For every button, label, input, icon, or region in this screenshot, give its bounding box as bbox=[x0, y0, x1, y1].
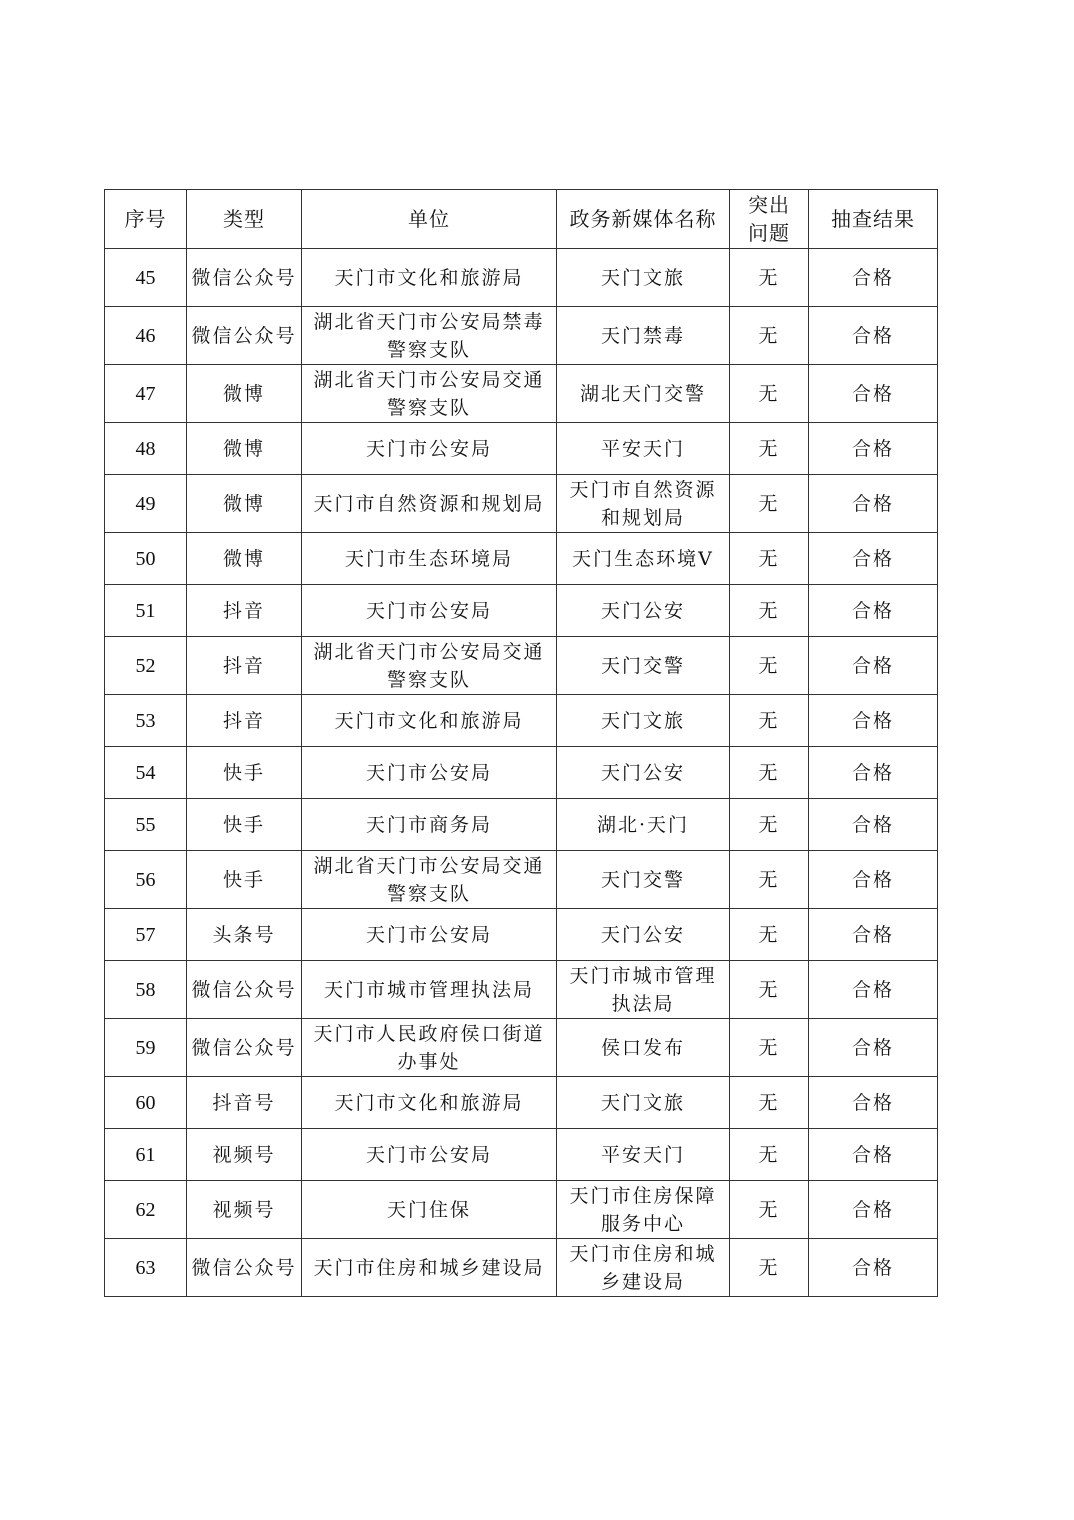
cell-type: 微博 bbox=[187, 475, 302, 533]
cell-unit: 天门市文化和旅游局 bbox=[302, 1077, 557, 1129]
cell-unit: 湖北省天门市公安局交通警察支队 bbox=[302, 851, 557, 909]
header-issue: 突出问题 bbox=[730, 190, 809, 249]
inspection-table bbox=[104, 189, 938, 1297]
table-row bbox=[105, 475, 938, 533]
cell-media-name: 天门文旅 bbox=[557, 1077, 730, 1129]
cell-issue: 无 bbox=[730, 307, 809, 365]
cell-type: 快手 bbox=[187, 747, 302, 799]
cell-unit: 天门市自然资源和规划局 bbox=[302, 475, 557, 533]
cell-no: 63 bbox=[105, 1239, 187, 1297]
cell-result: 合格 bbox=[809, 423, 938, 475]
table-row bbox=[105, 1077, 938, 1129]
table-row bbox=[105, 1129, 938, 1181]
cell-issue: 无 bbox=[730, 961, 809, 1019]
cell-result: 合格 bbox=[809, 475, 938, 533]
cell-no: 47 bbox=[105, 365, 187, 423]
cell-unit: 湖北省天门市公安局交通警察支队 bbox=[302, 365, 557, 423]
cell-media-name: 湖北天门交警 bbox=[557, 365, 730, 423]
cell-issue: 无 bbox=[730, 1019, 809, 1077]
cell-issue: 无 bbox=[730, 1077, 809, 1129]
cell-type: 微信公众号 bbox=[187, 1019, 302, 1077]
cell-result: 合格 bbox=[809, 365, 938, 423]
cell-issue: 无 bbox=[730, 1129, 809, 1181]
cell-type: 视频号 bbox=[187, 1181, 302, 1239]
cell-no: 60 bbox=[105, 1077, 187, 1129]
cell-media-name: 天门市住房保障服务中心 bbox=[557, 1181, 730, 1239]
cell-type: 抖音 bbox=[187, 637, 302, 695]
cell-result: 合格 bbox=[809, 851, 938, 909]
cell-media-name: 天门禁毒 bbox=[557, 307, 730, 365]
cell-unit: 天门市住房和城乡建设局 bbox=[302, 1239, 557, 1297]
cell-type: 微信公众号 bbox=[187, 1239, 302, 1297]
cell-media-name: 天门市城市管理执法局 bbox=[557, 961, 730, 1019]
table-body bbox=[105, 249, 938, 1297]
header-result: 抽查结果 bbox=[809, 190, 938, 249]
cell-issue: 无 bbox=[730, 851, 809, 909]
table-row bbox=[105, 637, 938, 695]
table-row bbox=[105, 365, 938, 423]
cell-type: 快手 bbox=[187, 851, 302, 909]
cell-no: 62 bbox=[105, 1181, 187, 1239]
cell-unit: 天门市城市管理执法局 bbox=[302, 961, 557, 1019]
cell-issue: 无 bbox=[730, 799, 809, 851]
cell-issue: 无 bbox=[730, 585, 809, 637]
cell-unit: 天门市公安局 bbox=[302, 1129, 557, 1181]
table-row bbox=[105, 851, 938, 909]
cell-media-name: 天门文旅 bbox=[557, 695, 730, 747]
cell-result: 合格 bbox=[809, 1077, 938, 1129]
table-row bbox=[105, 249, 938, 307]
cell-issue: 无 bbox=[730, 423, 809, 475]
cell-no: 55 bbox=[105, 799, 187, 851]
cell-unit: 天门住保 bbox=[302, 1181, 557, 1239]
table-row bbox=[105, 1019, 938, 1077]
cell-media-name: 平安天门 bbox=[557, 423, 730, 475]
cell-type: 抖音 bbox=[187, 585, 302, 637]
cell-issue: 无 bbox=[730, 475, 809, 533]
cell-no: 48 bbox=[105, 423, 187, 475]
cell-issue: 无 bbox=[730, 1239, 809, 1297]
header-no: 序号 bbox=[105, 190, 187, 249]
cell-unit: 天门市公安局 bbox=[302, 747, 557, 799]
cell-type: 抖音号 bbox=[187, 1077, 302, 1129]
cell-unit: 湖北省天门市公安局交通警察支队 bbox=[302, 637, 557, 695]
cell-no: 49 bbox=[105, 475, 187, 533]
cell-media-name: 天门生态环境V bbox=[557, 533, 730, 585]
cell-type: 抖音 bbox=[187, 695, 302, 747]
cell-media-name: 天门公安 bbox=[557, 747, 730, 799]
table-row bbox=[105, 423, 938, 475]
cell-no: 51 bbox=[105, 585, 187, 637]
table-row bbox=[105, 307, 938, 365]
cell-issue: 无 bbox=[730, 909, 809, 961]
cell-unit: 天门市公安局 bbox=[302, 423, 557, 475]
table-row bbox=[105, 533, 938, 585]
cell-media-name: 天门交警 bbox=[557, 851, 730, 909]
cell-media-name: 天门公安 bbox=[557, 909, 730, 961]
cell-result: 合格 bbox=[809, 961, 938, 1019]
cell-result: 合格 bbox=[809, 1181, 938, 1239]
cell-no: 45 bbox=[105, 249, 187, 307]
header-unit: 单位 bbox=[302, 190, 557, 249]
cell-unit: 天门市人民政府侯口街道办事处 bbox=[302, 1019, 557, 1077]
cell-type: 微信公众号 bbox=[187, 307, 302, 365]
table-row bbox=[105, 799, 938, 851]
cell-unit: 天门市文化和旅游局 bbox=[302, 695, 557, 747]
cell-type: 头条号 bbox=[187, 909, 302, 961]
header-type: 类型 bbox=[187, 190, 302, 249]
table-row bbox=[105, 1239, 938, 1297]
cell-no: 56 bbox=[105, 851, 187, 909]
cell-media-name: 湖北·天门 bbox=[557, 799, 730, 851]
cell-result: 合格 bbox=[809, 1019, 938, 1077]
cell-result: 合格 bbox=[809, 637, 938, 695]
cell-no: 46 bbox=[105, 307, 187, 365]
cell-unit: 天门市文化和旅游局 bbox=[302, 249, 557, 307]
cell-media-name: 侯口发布 bbox=[557, 1019, 730, 1077]
cell-result: 合格 bbox=[809, 799, 938, 851]
cell-result: 合格 bbox=[809, 585, 938, 637]
cell-no: 61 bbox=[105, 1129, 187, 1181]
cell-no: 52 bbox=[105, 637, 187, 695]
cell-no: 59 bbox=[105, 1019, 187, 1077]
cell-issue: 无 bbox=[730, 249, 809, 307]
table-row bbox=[105, 961, 938, 1019]
cell-no: 50 bbox=[105, 533, 187, 585]
cell-result: 合格 bbox=[809, 533, 938, 585]
table-row bbox=[105, 585, 938, 637]
cell-result: 合格 bbox=[809, 1129, 938, 1181]
cell-media-name: 天门市自然资源和规划局 bbox=[557, 475, 730, 533]
cell-no: 57 bbox=[105, 909, 187, 961]
cell-unit: 湖北省天门市公安局禁毒警察支队 bbox=[302, 307, 557, 365]
cell-type: 快手 bbox=[187, 799, 302, 851]
cell-media-name: 平安天门 bbox=[557, 1129, 730, 1181]
cell-media-name: 天门交警 bbox=[557, 637, 730, 695]
cell-issue: 无 bbox=[730, 1181, 809, 1239]
cell-result: 合格 bbox=[809, 1239, 938, 1297]
cell-result: 合格 bbox=[809, 909, 938, 961]
cell-unit: 天门市公安局 bbox=[302, 909, 557, 961]
cell-unit: 天门市公安局 bbox=[302, 585, 557, 637]
cell-unit: 天门市商务局 bbox=[302, 799, 557, 851]
cell-media-name: 天门市住房和城乡建设局 bbox=[557, 1239, 730, 1297]
cell-no: 58 bbox=[105, 961, 187, 1019]
cell-type: 微信公众号 bbox=[187, 249, 302, 307]
cell-result: 合格 bbox=[809, 249, 938, 307]
cell-type: 微博 bbox=[187, 423, 302, 475]
header-row bbox=[105, 190, 938, 249]
cell-no: 53 bbox=[105, 695, 187, 747]
cell-issue: 无 bbox=[730, 533, 809, 585]
cell-result: 合格 bbox=[809, 747, 938, 799]
table-row bbox=[105, 1181, 938, 1239]
cell-type: 微信公众号 bbox=[187, 961, 302, 1019]
cell-media-name: 天门文旅 bbox=[557, 249, 730, 307]
table-row bbox=[105, 695, 938, 747]
cell-result: 合格 bbox=[809, 695, 938, 747]
cell-media-name: 天门公安 bbox=[557, 585, 730, 637]
cell-no: 54 bbox=[105, 747, 187, 799]
cell-issue: 无 bbox=[730, 695, 809, 747]
table-row bbox=[105, 747, 938, 799]
cell-type: 微博 bbox=[187, 533, 302, 585]
cell-type: 微博 bbox=[187, 365, 302, 423]
cell-issue: 无 bbox=[730, 747, 809, 799]
cell-issue: 无 bbox=[730, 637, 809, 695]
cell-issue: 无 bbox=[730, 365, 809, 423]
table-row bbox=[105, 909, 938, 961]
cell-result: 合格 bbox=[809, 307, 938, 365]
cell-unit: 天门市生态环境局 bbox=[302, 533, 557, 585]
header-media-name: 政务新媒体名称 bbox=[557, 190, 730, 249]
cell-type: 视频号 bbox=[187, 1129, 302, 1181]
